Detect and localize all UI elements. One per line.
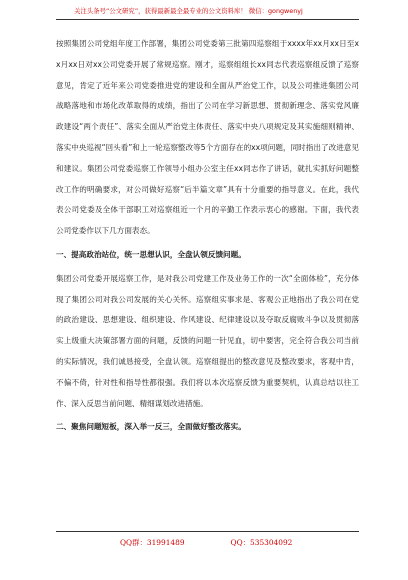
paragraph-section-1: 集团公司党委开展巡察工作，是对我公司党建工作及业务工作的一次“全面体检”，充分体现了集团公司对我公司发展的关心关怀。巡察组实事求是、客观公正地指出了我公司在党的政治建设、思想建设、组织建设、作风建设、纪律建设以及夺取反腐败斗争以及贯彻落实上级重大决策部署方面的问题，反馈的问题一针见血，切中要害，完全符合我公司当前的实际情况，我们诚恳接受，全盘认领。巡察组提出的整改意见及整改要求，客观中肯，不偏不倚，针对性和指导性都很强。我们将以本次巡察反馈为重要契机，认真总结以往工作、深入反思当前问题、精细谋划改进措施。: [56, 273, 359, 408]
footer-qq: QQ：535304092: [230, 538, 293, 547]
page-footer: [120, 536, 330, 550]
paragraph-intro: 按照集团公司党组年度工作部署，集团公司党委第三批第四巡察组于xxxx年xx月xx日至xx月xx日对xx公司党委开展了常规巡察。刚才，巡察组组长xx同志代表巡察组反馈了巡察意见，肯定了近年来公司党委推进党的建设和全面从严治党工作，以及公司推进集团公司战略落地和市场化改革取得的成绩，指出了公司在学习新思想、贯彻新理念、落实党风廉政建设“两个责任”、落实全面从严治党主体责任、落实中央八项规定及其实施细则精神、落实中央巡视“回头看”和上一轮巡察整改等5个方面存在的xx项问题，同时指出了改进意见和建议。集团公司党委巡察工作领导小组办公室主任xx同志作了讲话，就扎实抓好问题整改工作的明确要求，对公司做好巡察“后半篇文章”具有十分重要的指导意义。在此，我代表公司党委及全体干部职工对巡察组近一个月的辛勤工作表示衷心的感谢。下面，我代表公司党委作以下几方面表态。: [56, 39, 359, 236]
footer-divider: [56, 531, 359, 532]
page-header-banner: 关注头条号“公文研究”，获得最新最全最专业的公文资料库！ 微信：gongwenyj: [74, 7, 303, 15]
section-heading-1: 一、提高政治站位，统一思想认识，全盘认领反馈问题。: [56, 249, 246, 259]
footer-qq-group: QQ群：31991489: [120, 538, 185, 547]
header-divider: [56, 19, 359, 20]
document-body: [56, 34, 359, 438]
section-heading-2: 二、聚焦问题短板，深入举一反三，全面做好整改落实。: [56, 422, 246, 432]
